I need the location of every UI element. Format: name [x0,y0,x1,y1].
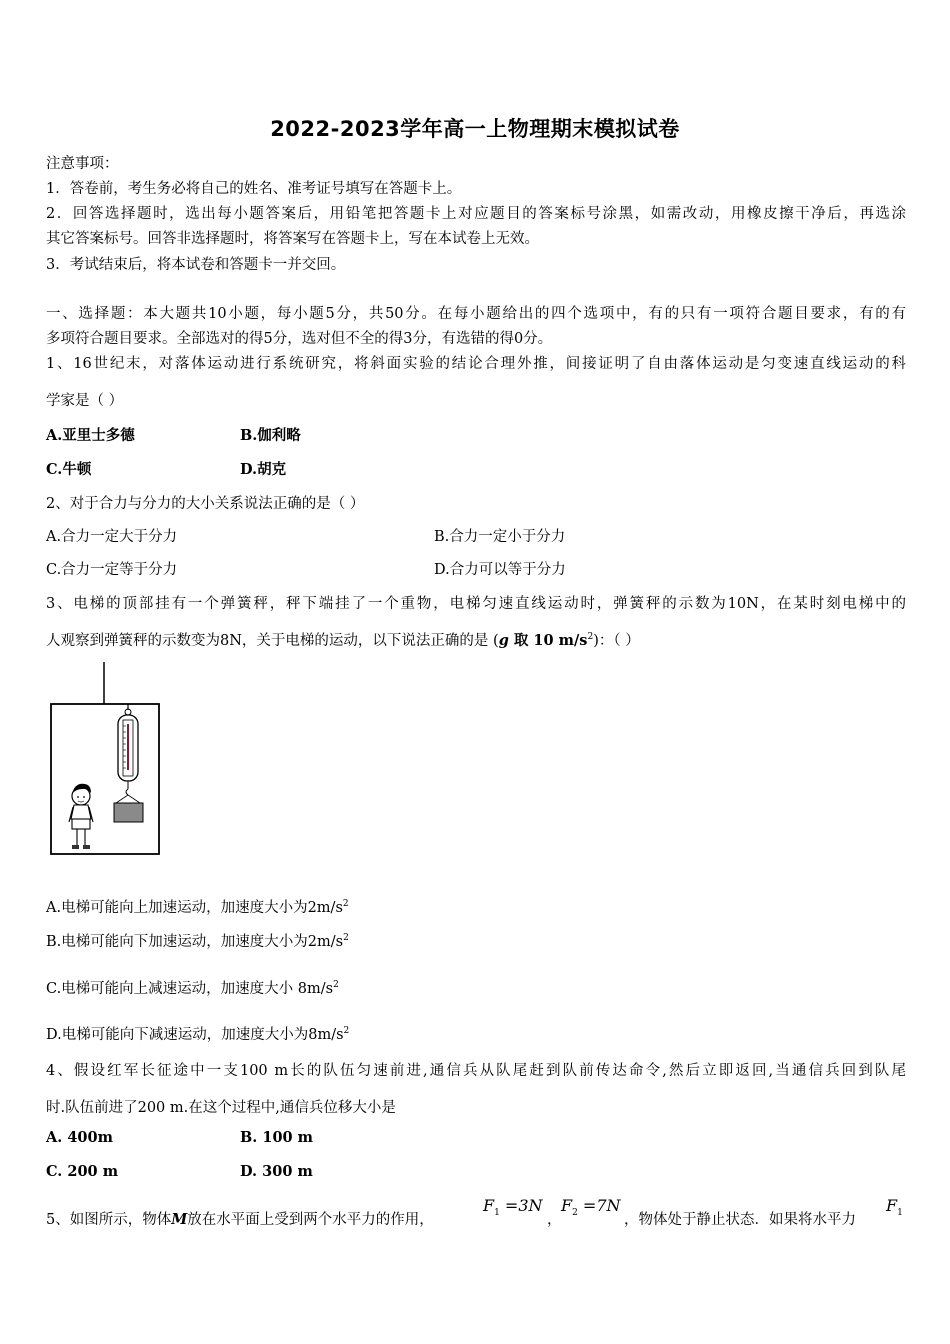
q5-text-b: 放在水平面上受到两个水平力的作用， [187,1212,434,1228]
q5-f2-sub: 2 [572,1208,578,1219]
q5-f1b-symbol: F [886,1196,898,1215]
q5-f2-formula [561,1196,621,1218]
q2-stem: 2、对于合力与分力的大小关系说法正确的是（ ） [46,496,365,512]
q3-option-c [46,977,339,998]
q3-g-exponent: 2 [587,632,594,643]
q3-option-c-exp: 2 [333,980,339,991]
weight-block [114,803,143,822]
q3-option-a-text: A.电梯可能向上加速运动，加速度大小为2m/s [46,900,343,916]
q3-option-d [46,1023,349,1044]
notice-item-1: 1．答卷前，考生务必将自己的姓名、准考证号填写在答题卡上。 [46,181,462,197]
q4-stem-line-2: 时.队伍前进了200 m.在这个过程中,通信兵位移大小是 [46,1100,396,1116]
q1-option-d: D.胡克 [240,461,287,478]
boy-figure-icon [69,784,93,849]
section-intro-line-1: 一、选择题：本大题共10小题，每小题5分，共50分。在每小题给出的四个选项中，有的只有一项符合题目要求，有的有 [46,306,906,322]
q2-option-d: D.合力可以等于分力 [434,562,566,578]
notice-item-3: 3．考试结束后，将本试卷和答题卡一并交回。 [46,257,346,273]
q5-stem-a [46,1208,434,1229]
q2-option-a: A.合力一定大于分力 [46,529,178,545]
q1-option-a: A.亚里士多德 [46,427,135,444]
q3-option-b-exp: 2 [343,933,349,944]
q5-f2-value: =7N [577,1196,621,1215]
q3-stem-text-a: 人观察到弹簧秤的示数变为8N，关于电梯的运动，以下说法正确的是 ( [46,633,499,649]
notice-item-2: 2．回答选择题时，选出每小题答案后，用铅笔把答题卡上对应题目的答案标号涂黑，如需改动，用橡皮擦干净后，再选涂 [46,206,906,222]
q2-option-c: C.合力一定等于分力 [46,562,178,578]
q3-option-b [46,930,349,951]
q3-option-d-exp: 2 [343,1026,350,1037]
q4-option-d: D. 300 m [240,1163,313,1180]
q5-mass-symbol: M [171,1211,188,1228]
notice-item-2-cont: 其它答案标号。回答非选择题时，将答案写在答题卡上，写在本试卷上无效。 [46,231,539,247]
q3-g-value: 取 10 m/s [508,632,588,649]
q4-option-a: A. 400m [46,1129,113,1146]
q5-f1-formula [483,1196,543,1218]
q3-option-d-text: D.电梯可能向下减速运动，加速度大小为8m/s [46,1027,344,1043]
q1-stem-line-2: 学家是（ ） [46,393,124,409]
q5-f1-symbol: F [483,1196,495,1215]
q3-stem-line-2 [46,629,640,650]
q3-g-symbol: g [498,632,509,649]
section-intro-line-2: 多项符合题目要求。全部选对的得5分，选对但不全的得3分，有选错的得0分。 [46,331,553,347]
q3-option-a-exp: 2 [342,899,349,910]
q1-option-c: C.牛顿 [46,461,92,478]
q3-stem-text-c: )：（ ） [593,633,640,649]
q5-f1b-formula [886,1196,903,1218]
q4-stem-line-1: 4、假设红军长征途中一支100 m长的队伍匀速前进,通信兵从队尾赶到队前传达命令,然后立即返回,当通信兵回到队尾 [46,1063,906,1079]
q3-option-a [46,896,349,917]
spring-scale-icon [116,704,140,803]
q5-text-a: 5、如图所示，物体 [46,1212,172,1228]
q5-text-c: ，物体处于静止状态．如果将水平力 [624,1212,856,1228]
q3-option-b-text: B.电梯可能向下加速运动，加速度大小为2m/s [46,934,344,950]
elevator-diagram [46,662,166,862]
q3-option-c-text: C.电梯可能向上减速运动，加速度大小 8m/s [46,981,334,997]
q5-f2-symbol: F [561,1196,573,1215]
q5-comma: ， [547,1212,562,1228]
notice-heading: 注意事项： [46,156,119,172]
q2-option-b: B.合力一定小于分力 [434,529,566,545]
q1-option-b: B.伽利略 [240,427,301,444]
page-title: 2022-2023学年高一上物理期末模拟试卷 [270,117,680,141]
q4-option-b: B. 100 m [240,1129,314,1146]
q5-f1-value: =3N [499,1196,543,1215]
q5-f1b-sub: 1 [897,1208,903,1219]
q5-f1-sub: 1 [494,1208,500,1219]
q4-option-c: C. 200 m [46,1163,119,1180]
q3-stem-line-1: 3、电梯的顶部挂有一个弹簧秤，秤下端挂了一个重物，电梯匀速直线运动时，弹簧秤的示数为10N，在某时刻电梯中的 [46,596,906,612]
q1-stem-line-1: 1、16世纪末，对落体运动进行系统研究，将斜面实验的结论合理外推，间接证明了自由落体运动是匀变速直线运动的科 [46,356,906,372]
